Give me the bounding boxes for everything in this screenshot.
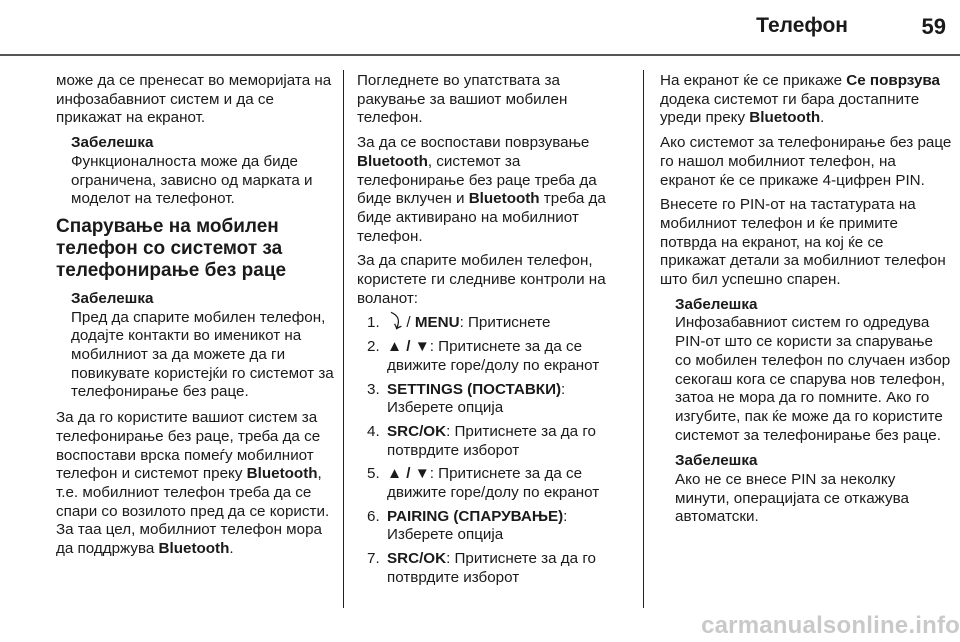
step-number: 1. bbox=[367, 314, 380, 332]
column-divider-1 bbox=[343, 70, 344, 608]
bluetooth-term: Bluetooth bbox=[749, 109, 821, 127]
note-text: Инфозабавниот систем го одредува PIN-от што се користи за спарување со мобилен телефон по случаен избор секогаш кога се спарува нов телефон, затоа не мора да го помните. Ако го изгубите, пак ќе може да го користите системот за телефонирање без раце. bbox=[675, 314, 951, 444]
step-item bbox=[367, 381, 631, 418]
step-item bbox=[367, 465, 631, 502]
pin-display-paragraph: Ако системот за телефонирање без раце го нашол мобилниот телефон, на екранот ќе се прикаже 4-цифрен PIN. bbox=[660, 134, 952, 189]
step-key: MENU bbox=[414, 314, 460, 332]
note-label: Забелешка bbox=[71, 289, 154, 307]
text-run: . bbox=[820, 109, 825, 127]
section-heading: Спарување на мобилен телефон со системот за телефонирање без раце bbox=[56, 215, 287, 281]
step-action: : Изберете опција bbox=[387, 507, 568, 544]
bluetooth-term: Bluetooth bbox=[357, 152, 428, 170]
bluetooth-term: Bluetooth bbox=[246, 465, 318, 483]
step-number: 2. bbox=[367, 338, 380, 356]
bluetooth-term: Bluetooth bbox=[468, 190, 540, 208]
step-action: : Притиснете за да го потврдите изборот bbox=[387, 422, 596, 459]
status-term: Се поврзува bbox=[846, 72, 940, 89]
step-item bbox=[367, 338, 631, 375]
note-box bbox=[71, 134, 334, 209]
step-number: 7. bbox=[367, 550, 380, 568]
column-2 bbox=[357, 72, 631, 593]
pairing-explanation-paragraph bbox=[56, 409, 334, 559]
bluetooth-connection-paragraph bbox=[357, 134, 631, 246]
column-divider-2 bbox=[643, 70, 644, 608]
pairing-steps-list bbox=[367, 314, 631, 587]
phone-icon: ⤵ bbox=[384, 312, 405, 334]
note-label: Забелешка bbox=[71, 134, 154, 152]
step-item bbox=[367, 314, 631, 333]
text-run: , системот за телефонирање без раце треба да биде вклучен и bbox=[357, 152, 597, 208]
connecting-paragraph bbox=[660, 72, 952, 128]
text-run: треба да биде активирано на мобилниот телефон. bbox=[357, 190, 606, 245]
controls-intro-paragraph: За да спарите мобилен телефон, користете ги следниве контроли на воланот: bbox=[357, 252, 606, 307]
text-run: На екранот ќе се прикаже bbox=[660, 72, 847, 89]
note-box bbox=[675, 296, 952, 446]
step-text bbox=[387, 465, 631, 502]
step-text bbox=[387, 381, 631, 418]
step-separator: / bbox=[402, 314, 415, 332]
step-number: 4. bbox=[367, 422, 380, 440]
step-key: SRC/OK bbox=[387, 550, 447, 568]
step-number: 3. bbox=[367, 380, 380, 398]
intro-paragraph: може да се пренесат во меморијата на инфозабавниот систем и да се прикажат на екранот. bbox=[56, 72, 332, 127]
step-item bbox=[367, 550, 631, 587]
step-text bbox=[387, 508, 631, 545]
text-run: додека системот ги бара достапните уреди преку bbox=[660, 90, 920, 127]
note-text: Пред да спарите мобилен телефон, додајте контакти во именикот на мобилниот за да можете да ги повикувате користејќи го системот за телефонирање без раце. bbox=[71, 308, 334, 401]
pin-entry-paragraph: Внесете го PIN-от на тастатурата на мобилниот телефон и ќе примите потврда на екранот, на кој ќе се прикажат детали за мобилниот телефон што бил успешно спарен. bbox=[660, 196, 946, 289]
step-number: 5. bbox=[367, 465, 380, 483]
page-number: 59 bbox=[921, 14, 946, 39]
text-run: . bbox=[229, 540, 234, 558]
note-text: Ако не се внесе PIN за неколку минути, операцијата се откажува автоматски. bbox=[675, 471, 909, 526]
note-label: Забелешка bbox=[675, 452, 758, 470]
arrow-keys: ▲ / ▼ bbox=[387, 465, 430, 483]
text-run: За да го користите вашиот систем за телефонирање без раце, треба да се воспостави врска помеѓу мобилниот телефон и системот преку bbox=[56, 409, 321, 483]
step-action: : Изберете опција bbox=[387, 380, 566, 417]
step-text bbox=[387, 423, 631, 460]
watermark: carmanualsonline.info bbox=[701, 612, 960, 639]
text-run: , т.е. мобилниот телефон треба да се спари со возилото пред да се користи. За таа цел, мобилниот телефон мора да поддржува bbox=[56, 465, 330, 558]
note-box bbox=[675, 452, 952, 527]
step-action: : Притиснете bbox=[459, 314, 551, 332]
step-number: 6. bbox=[367, 507, 380, 525]
column-1 bbox=[56, 72, 334, 565]
manual-reference-paragraph: Погледнете во упатствата за ракување за вашиот мобилен телефон. bbox=[357, 72, 568, 127]
arrow-keys: ▲ / ▼ bbox=[387, 338, 430, 356]
step-key: PAIRING (СПАРУВАЊЕ) bbox=[387, 507, 564, 525]
page-title: Телефон bbox=[756, 14, 848, 37]
step-action: : Притиснете за да се движите горе/долу по екранот bbox=[387, 465, 600, 502]
step-text bbox=[387, 550, 631, 587]
note-text: Функционалноста може да биде ограничена, зависно од марката и моделот на телефонот. bbox=[71, 152, 313, 208]
column-3 bbox=[660, 72, 952, 534]
step-key: SETTINGS (ПОСТАВКИ) bbox=[387, 380, 562, 398]
header-rule bbox=[0, 54, 960, 56]
step-item bbox=[367, 508, 631, 545]
step-item bbox=[367, 423, 631, 460]
step-text bbox=[387, 338, 631, 375]
step-action: : Притиснете за да се движите горе/долу по екранот bbox=[387, 338, 600, 374]
note-label: Забелешка bbox=[675, 295, 758, 313]
step-text bbox=[384, 312, 631, 334]
note-box bbox=[71, 290, 334, 402]
step-action: : Притиснете за да го потврдите изборот bbox=[387, 550, 596, 586]
text-run: За да се воспостави поврзување bbox=[357, 134, 590, 152]
bluetooth-term: Bluetooth bbox=[158, 540, 230, 558]
step-key: SRC/OK bbox=[387, 422, 447, 440]
